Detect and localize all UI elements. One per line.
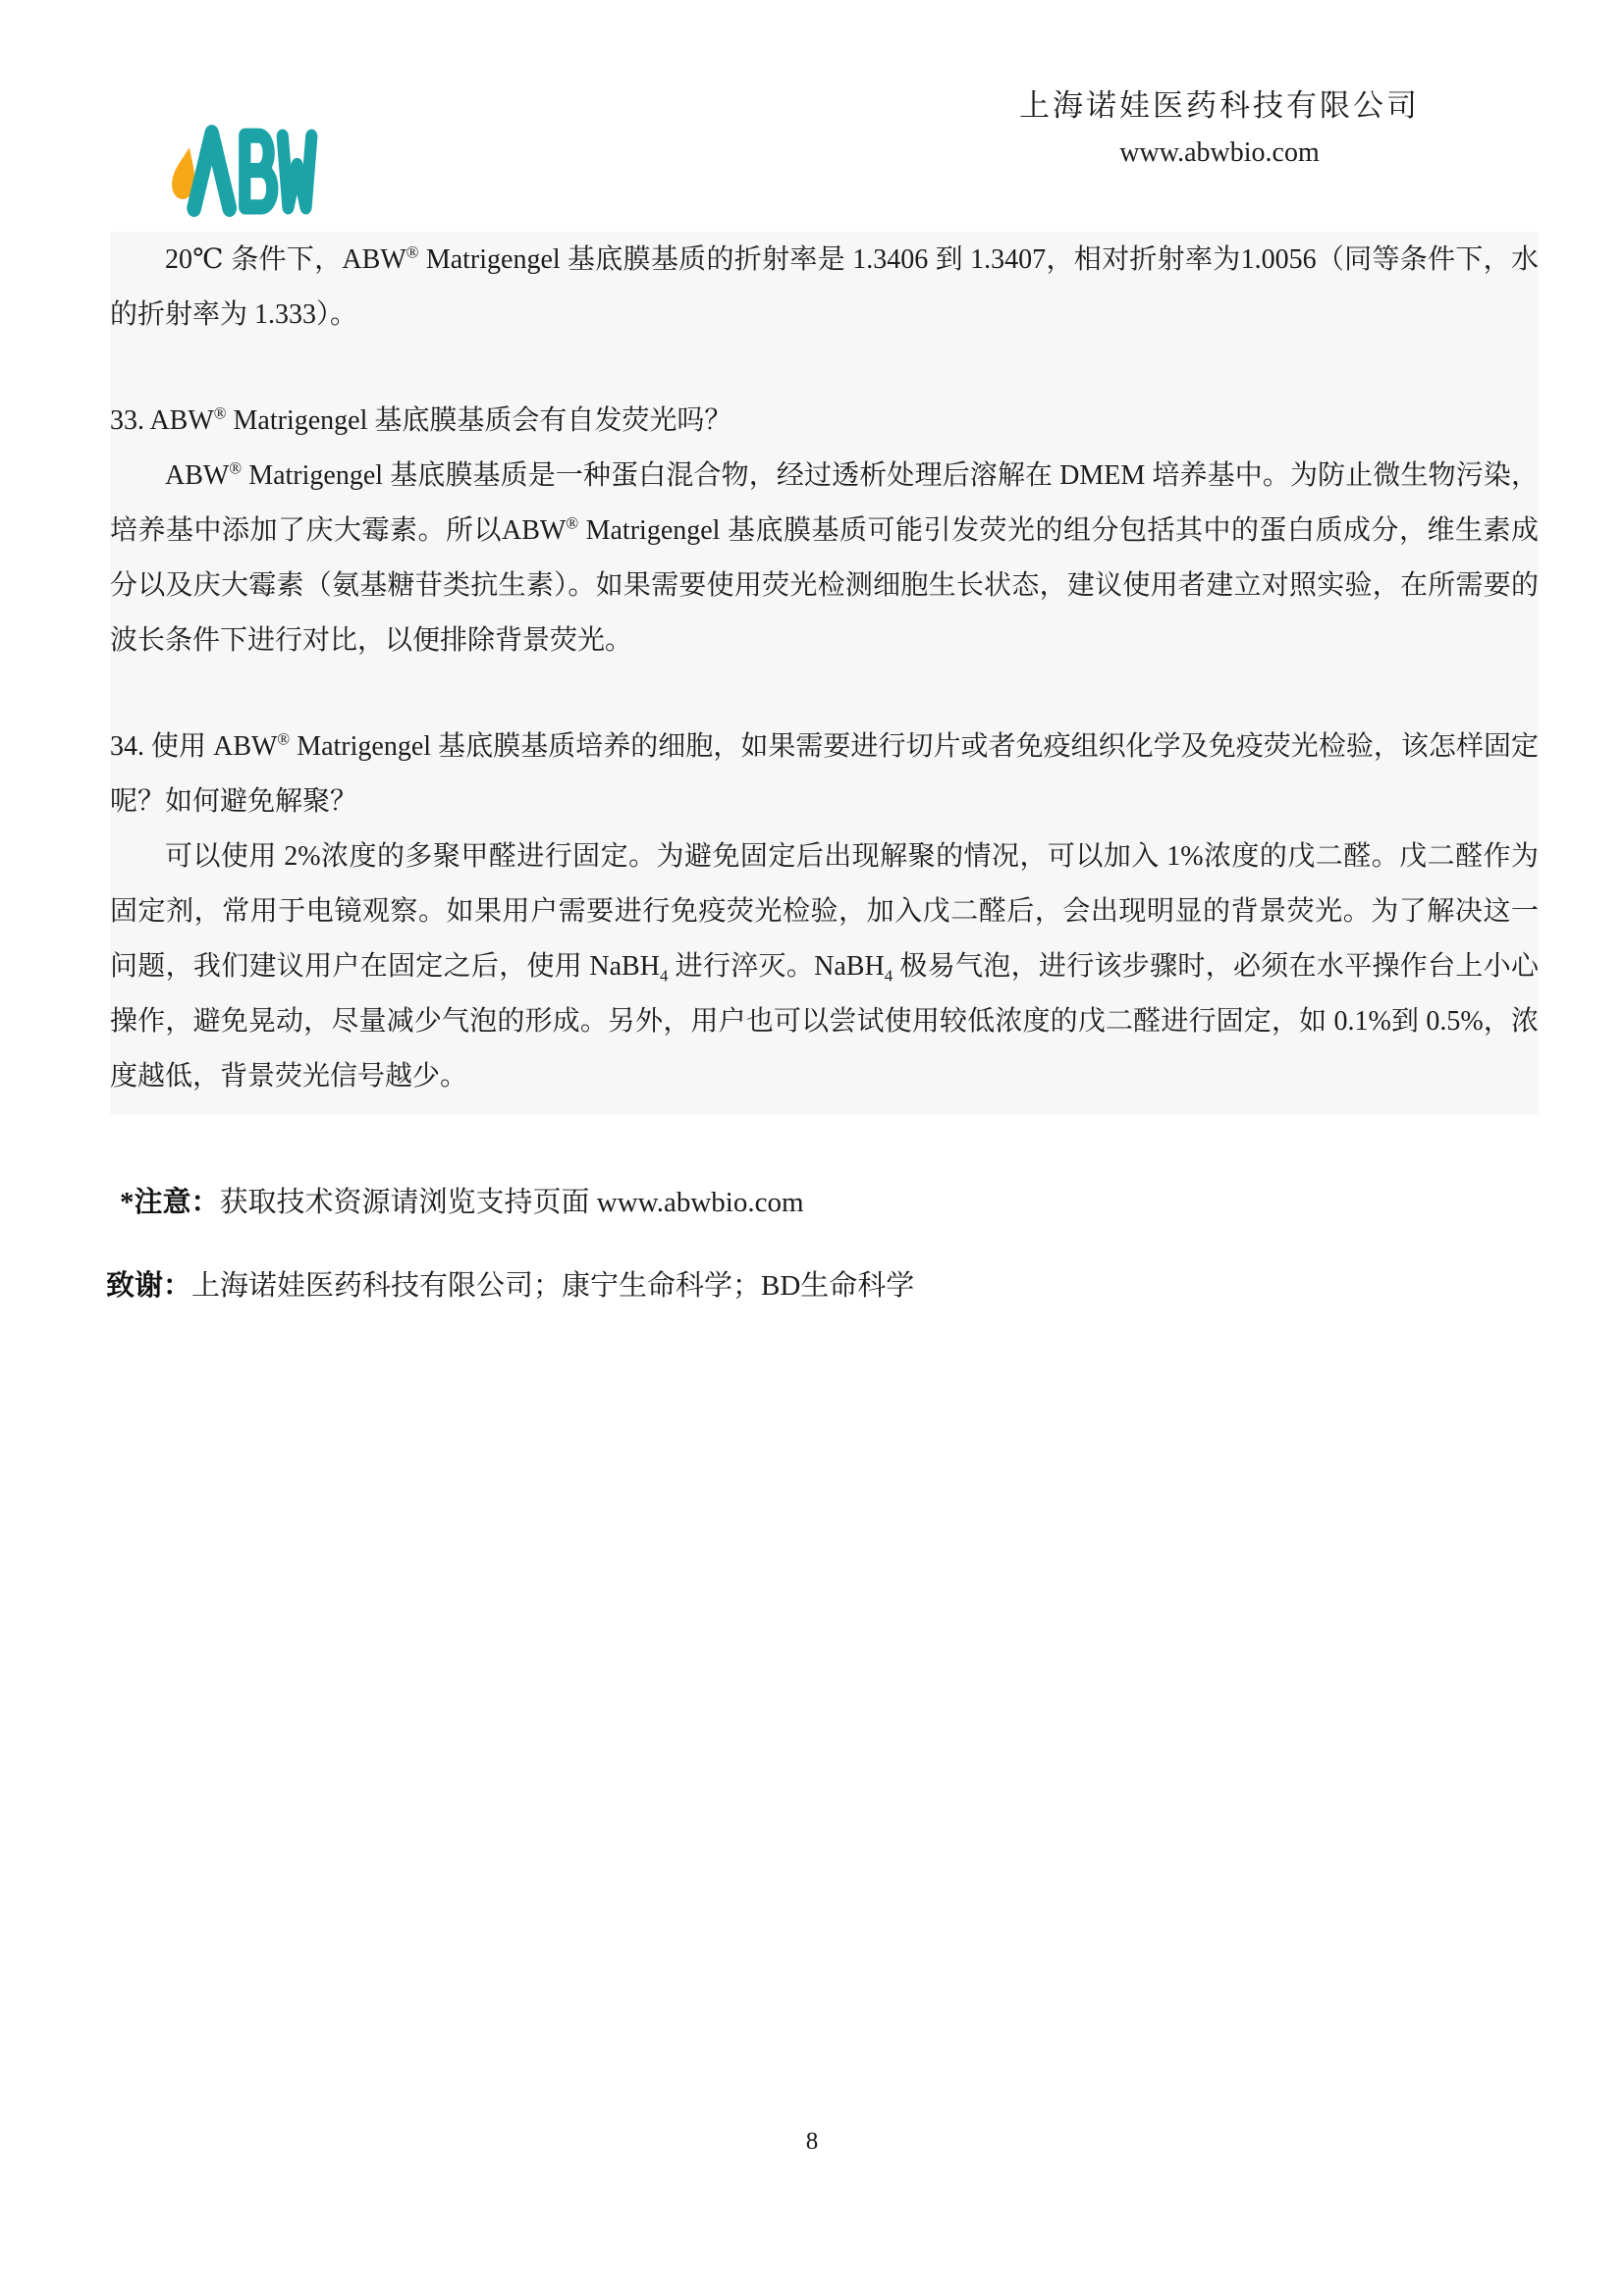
content-band <box>110 232 1539 1114</box>
question-34-answer: 可以使用 2%浓度的多聚甲醛进行固定。为避免固定后出现解聚的情况，可以加入 1%浓度的戊二醛。戊二醛作为固定剂，常用于电镜观察。如果用户需要进行免疫荧光检验，加入戊二醛后，会出现明显的背景荧光。为了解决这一问题，我们建议用户在固定之后，使用 NaBH$_4$ 进行淬灭。NaBH$_4$ 极易气泡，进行该步骤时，必须在水平操作台上小心操作，避免晃动，尽量减少气泡的形成。另外，用户也可以尝试使用较低浓度的戊二醛进行固定，如 0.1%到 0.5%，浓度越低，背景荧光信号越少。 <box>110 841 1539 1092</box>
question-33-answer: ABW® Matrigengel 基底膜基质是一种蛋白混合物，经过透析处理后溶解在 DMEM 培养基中。为防止微生物污染，培养基中添加了庆大霉素。所以ABW® Matrigengel 基底膜基质可能引发荧光的组分包括其中的蛋白质成分，维生素成分以及庆大霉素（氨基糖苷类抗生素）。如果需要使用荧光检测细胞生长状态，建议使用者建立对照实验，在所需要的波长条件下进行对比，以便排除背景荧光。 <box>110 458 1539 656</box>
company-website: www.abwbio.com <box>1119 137 1320 168</box>
company-name: 上海诺娃医药科技有限公司 <box>1019 88 1420 123</box>
technical-resources-note: *注意：获取技术资源请浏览支持页面 www.abwbio.com <box>120 1187 804 1218</box>
refraction-paragraph: 20℃ 条件下，ABW® Matrigengel 基底膜基质的折射率是 1.3406 到 1.3407，相对折射率为1.0056（同等条件下，水的折射率为 1.333）。 <box>110 242 1539 330</box>
abw-logo <box>157 116 326 220</box>
logo-letter-w <box>283 136 311 207</box>
question-33-heading: 33. ABW® Matrigengel 基底膜基质会有自发荧光吗？ <box>110 403 732 436</box>
abw-logo-icon <box>157 116 326 220</box>
header-company-block <box>1019 80 1420 169</box>
acknowledgement-line: 致谢：上海诺娃医药科技有限公司；康宁生命科学；BD生命科学 <box>106 1270 915 1302</box>
logo-letter-b <box>244 135 272 207</box>
page-number: 8 <box>805 2128 819 2155</box>
question-34-heading: 34. 使用 ABW® Matrigengel 基底膜基质培养的细胞，如果需要进行切片或者免疫组织化学及免疫荧光检验，该怎样固定呢？如何避免解聚？ <box>110 729 1539 817</box>
logo-letter-a <box>194 133 230 208</box>
